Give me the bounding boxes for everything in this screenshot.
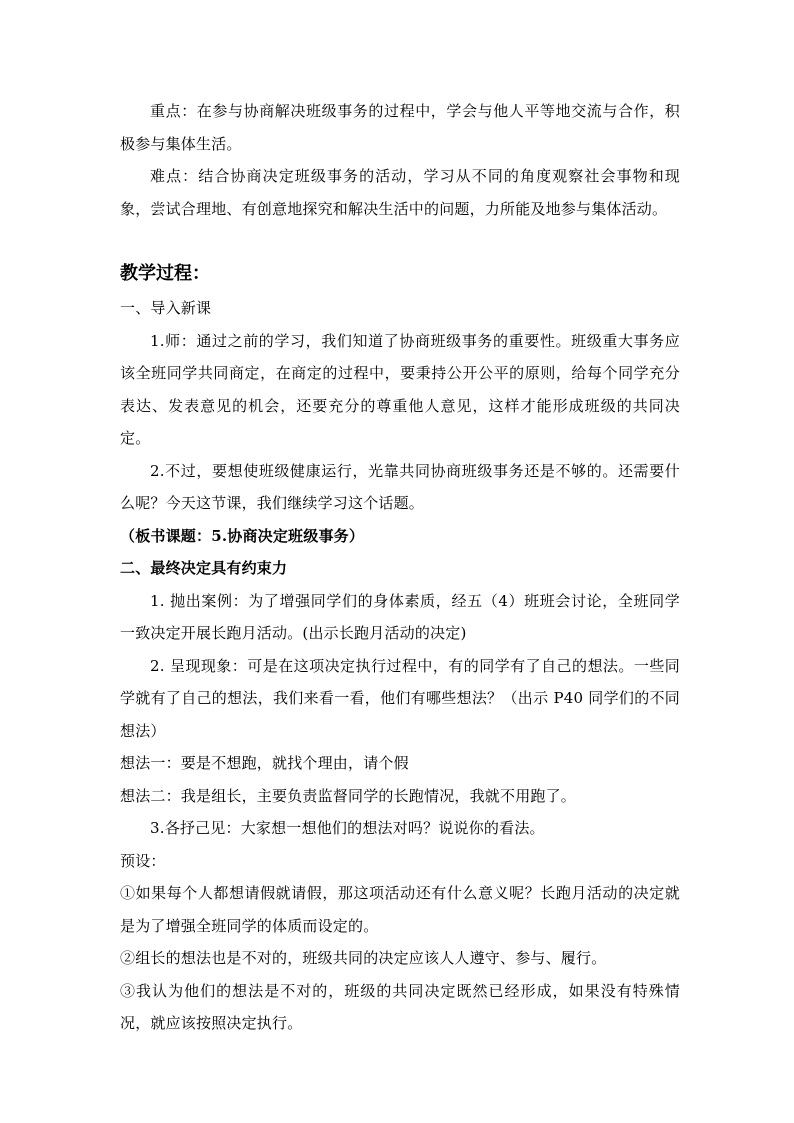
section2-paragraph-1: 1. 抛出案例：为了增强同学们的身体素质，经五（4）班班会讨论，全班同学一致决定开展长跑月活动。(出示长跑月活动的决定) — [120, 591, 680, 642]
process-heading: 教学过程： — [120, 263, 210, 284]
section2-paragraph-2: 2. 呈现现象：可是在这项决定执行过程中，有的同学有了自己的想法。一些同学就有了自己的想法，我们来看一看，他们有哪些想法？（出示 P40 同学们的不同想法） — [120, 656, 680, 740]
idea-2: 想法二：我是组长，主要负责监督同学的长跑情况，我就不用跑了。 — [120, 786, 577, 805]
preset-label: 预设： — [120, 851, 166, 870]
board-title: （板书课题：5.协商决定班级事务） — [120, 526, 365, 545]
section2-title: 二、最终决定具有约束力 — [120, 559, 288, 577]
difficulty-paragraph: 难点：结合协商决定班级事务的活动，学习从不同的角度观察社会事物和现象，尝试合理地、有创意地探究和解决生活中的问题，力所能及地参与集体活动。 — [120, 167, 680, 218]
section1-paragraph-1: 1.师：通过之前的学习，我们知道了协商班级事务的重要性。班级重大事务应该全班同学共同商定，在商定的过程中，要秉持公开公平的原则，给每个同学充分表达、发表意见的机会，还要充分的尊重他人意见，这样才能形成班级的共同决定。 — [120, 331, 680, 447]
section1-title: 一、导入新课 — [120, 299, 212, 317]
document-body — [120, 95, 680, 1040]
spacer — [120, 225, 680, 258]
section2-paragraph-3: 3.各抒己见：大家想一想他们的想法对吗？说说你的看法。 — [150, 819, 545, 837]
section1-paragraph-2: 2.不过，要想使班级健康运行，光靠共同协商班级事务还是不够的。还需要什么呢？今天这节课，我们继续学习这个话题。 — [120, 461, 680, 512]
preset-1: ①如果每个人都想请假就请假，那这项活动还有什么意义呢？长跑月活动的决定就是为了增强全班同学的体质而设定的。 — [120, 884, 680, 935]
preset-2: ②组长的想法也是不对的，班级共同的决定应该人人遵守、参与、履行。 — [120, 949, 607, 967]
idea-1: 想法一：要是不想跑，就找个理由，请个假 — [120, 754, 409, 772]
preset-3: ③我认为他们的想法是不对的，班级的共同决定既然已经形成，如果没有特殊情况，就应该按照决定执行。 — [120, 981, 680, 1032]
focus-paragraph: 重点：在参与协商解决班级事务的过程中，学会与他人平等地交流与合作，积极参与集体生活。 — [120, 102, 680, 153]
